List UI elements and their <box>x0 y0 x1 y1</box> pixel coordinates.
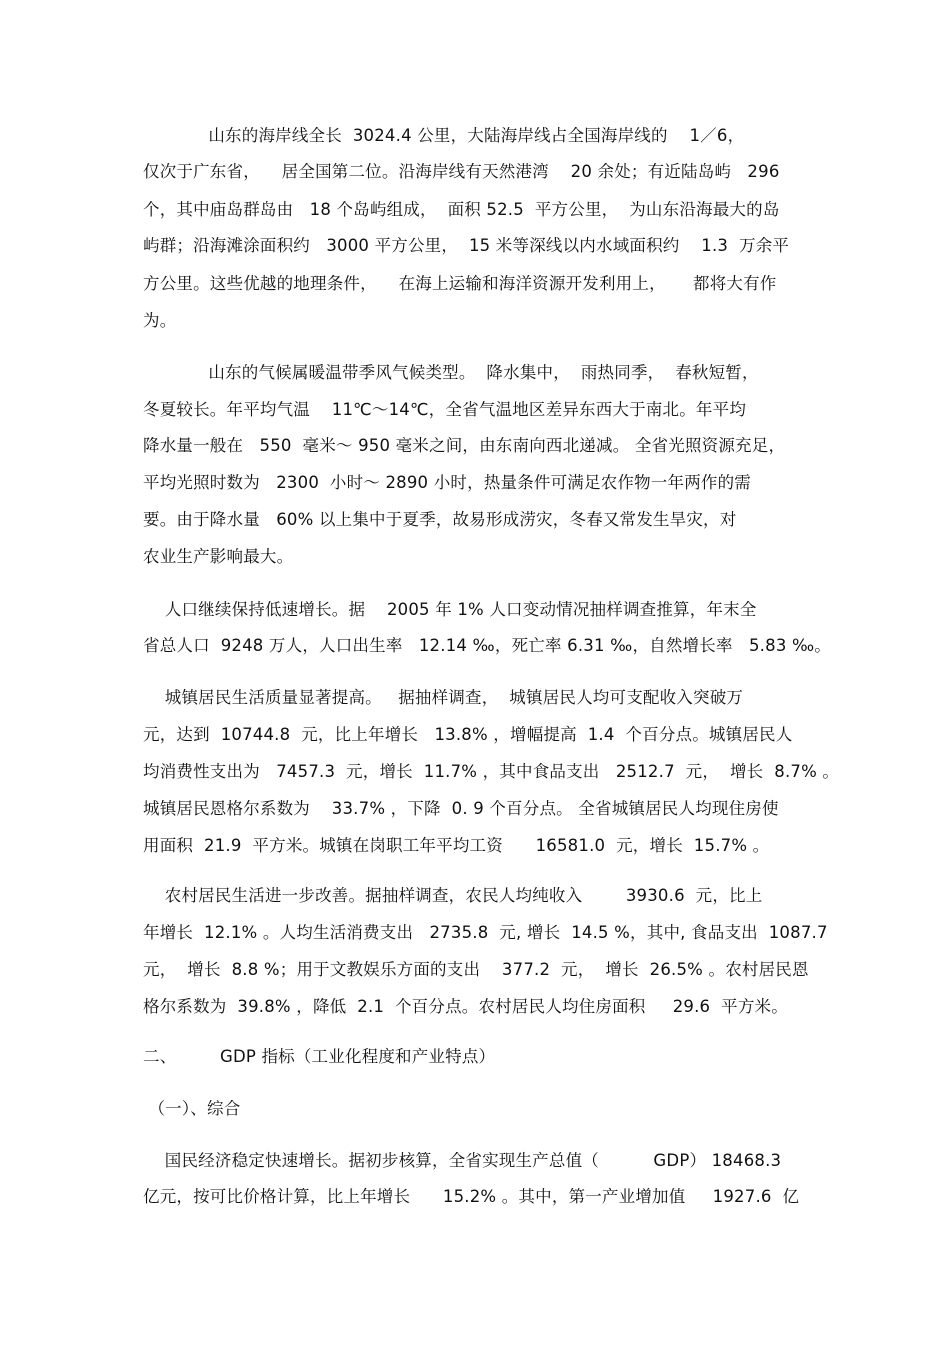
text-line: 仅次于广东省， 居全国第二位。沿海岸线有天然港湾 20 余处；有近陆岛屿 296 <box>143 162 780 181</box>
text-line: 省总人口 9248 万人，人口出生率 12.14 ‰，死亡率 6.31 ‰，自然增长率 5.83 ‰。 <box>143 636 832 655</box>
text-line: 均消费性支出为 7457.3 元，增长 11.7% ，其中食品支出 2512.7 元， 增长 8.7% 。 <box>143 762 840 781</box>
text-line: 冬夏较长。年平均气温 11℃～14℃，全省气温地区差异东西大于南北。年平均 <box>143 400 747 419</box>
text-line: 亿元，按可比价格计算，比上年增长 15.2% 。其中，第一产业增加值 1927.6 亿 <box>143 1187 800 1206</box>
text-line: 格尔系数为 39.8% ，降低 2.1 个百分点。农村居民人均住房面积 29.6 平方米。 <box>143 997 788 1016</box>
text-line: 平均光照时数为 2300 小时～ 2890 小时，热量条件可满足农作物一年两作的需 <box>143 473 751 492</box>
text-line: 个，其中庙岛群岛由 18 个岛屿组成， 面积 52.5 平方公里， 为山东沿海最大的岛 <box>143 200 780 219</box>
text-line: 为。 <box>143 311 177 330</box>
section-heading: 二、 GDP 指标（工业化程度和产业特点） <box>143 1047 496 1066</box>
text-line: 屿群；沿海滩涂面积约 3000 平方公里， 15 米等深线以内水域面积约 1.3 万余平 <box>143 236 790 255</box>
text-line: 山东的海岸线全长 3024.4 公里，大陆海岸线占全国海岸线的 1／6， <box>143 126 745 145</box>
text-line: 城镇居民恩格尔系数为 33.7% ，下降 0. 9 个百分点。 全省城镇居民人均现住房使 <box>143 799 779 818</box>
text-line: 元，达到 10744.8 元，比上年增长 13.8% ，增幅提高 1.4 个百分点。城镇居民人 <box>143 725 793 744</box>
text-line: 用面积 21.9 平方米。城镇在岗职工年平均工资 16581.0 元，增长 15.7% 。 <box>143 836 770 855</box>
subsection-heading: （一）、综合 <box>143 1099 241 1118</box>
text-line: 农业生产影响最大。 <box>143 547 294 566</box>
text-line: 山东的气候属暖温带季风气候类型。 降水集中， 雨热同季， 春秋短暂， <box>143 363 759 382</box>
text-line: 国民经济稳定快速增长。据初步核算，全省实现生产总值（ GDP） 18468.3 <box>143 1151 782 1170</box>
text-line: 农村居民生活进一步改善。据抽样调查，农民人均纯收入 3930.6 元，比上 <box>143 886 763 905</box>
text-line: 要。由于降水量 60% 以上集中于夏季，故易形成涝灾，冬春又常发生旱灾，对 <box>143 510 737 529</box>
text-line: 方公里。这些优越的地理条件， 在海上运输和海洋资源开发利用上， 都将大有作 <box>143 274 777 293</box>
text-line: 人口继续保持低速增长。据 2005 年 1% 人口变动情况抽样调查推算，年末全 <box>143 600 757 619</box>
text-line: 降水量一般在 550 毫米～ 950 毫米之间，由东南向西北递减。 全省光照资源充足， <box>143 436 786 455</box>
text-line: 年增长 12.1% 。人均生活消费支出 2735.8 元, 增长 14.5 %，其中, 食品支出 1087.7 <box>143 923 828 942</box>
text-line: 元， 增长 8.8 %；用于文教娱乐方面的支出 377.2 元， 增长 26.5% 。农村居民恩 <box>143 960 809 979</box>
text-line: 城镇居民生活质量显著提高。 据抽样调查， 城镇居民人均可支配收入突破万 <box>143 688 744 707</box>
